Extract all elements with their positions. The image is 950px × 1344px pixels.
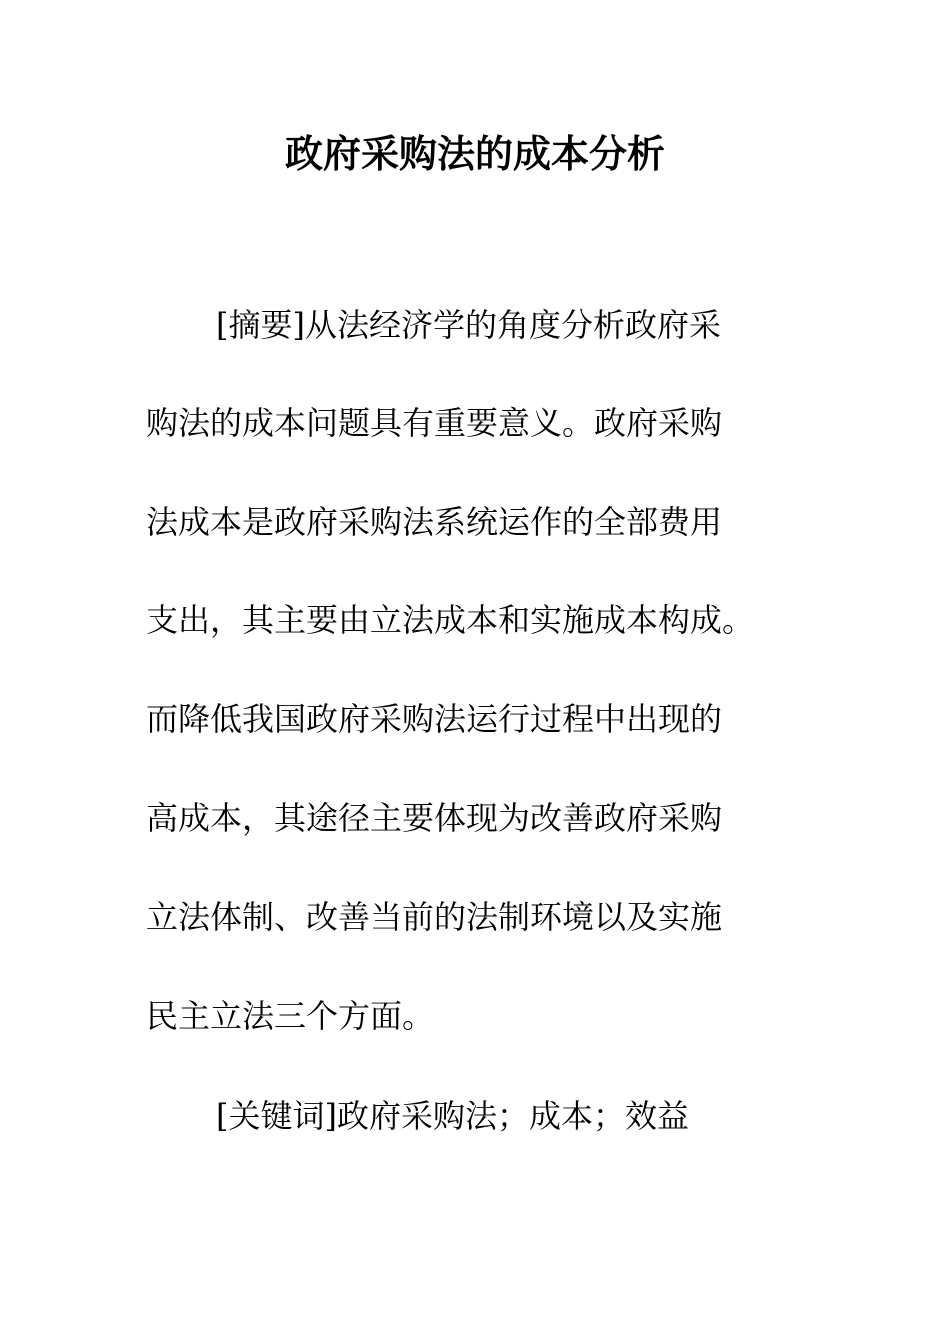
abstract-line-6: 高成本，其途径主要体现为改善政府采购 bbox=[146, 799, 723, 837]
keywords-line: [关键词]政府采购法；成本；效益 bbox=[216, 1097, 689, 1135]
abstract-line-5: 而降低我国政府采购法运行过程中出现的 bbox=[146, 700, 723, 738]
abstract-line-3: 法成本是政府采购法系统运作的全部费用 bbox=[146, 503, 723, 541]
abstract-line-7: 立法体制、改善当前的法制环境以及实施 bbox=[146, 898, 723, 936]
abstract-line-1: [摘要]从法经济学的角度分析政府采 bbox=[216, 306, 721, 344]
abstract-line-2: 购法的成本问题具有重要意义。政府采购 bbox=[146, 404, 723, 442]
page-title: 政府采购法的成本分析 bbox=[284, 132, 665, 176]
abstract-line-8: 民主立法三个方面。 bbox=[146, 997, 435, 1035]
abstract-line-4: 支出，其主要由立法成本和实施成本构成。 bbox=[146, 601, 755, 639]
